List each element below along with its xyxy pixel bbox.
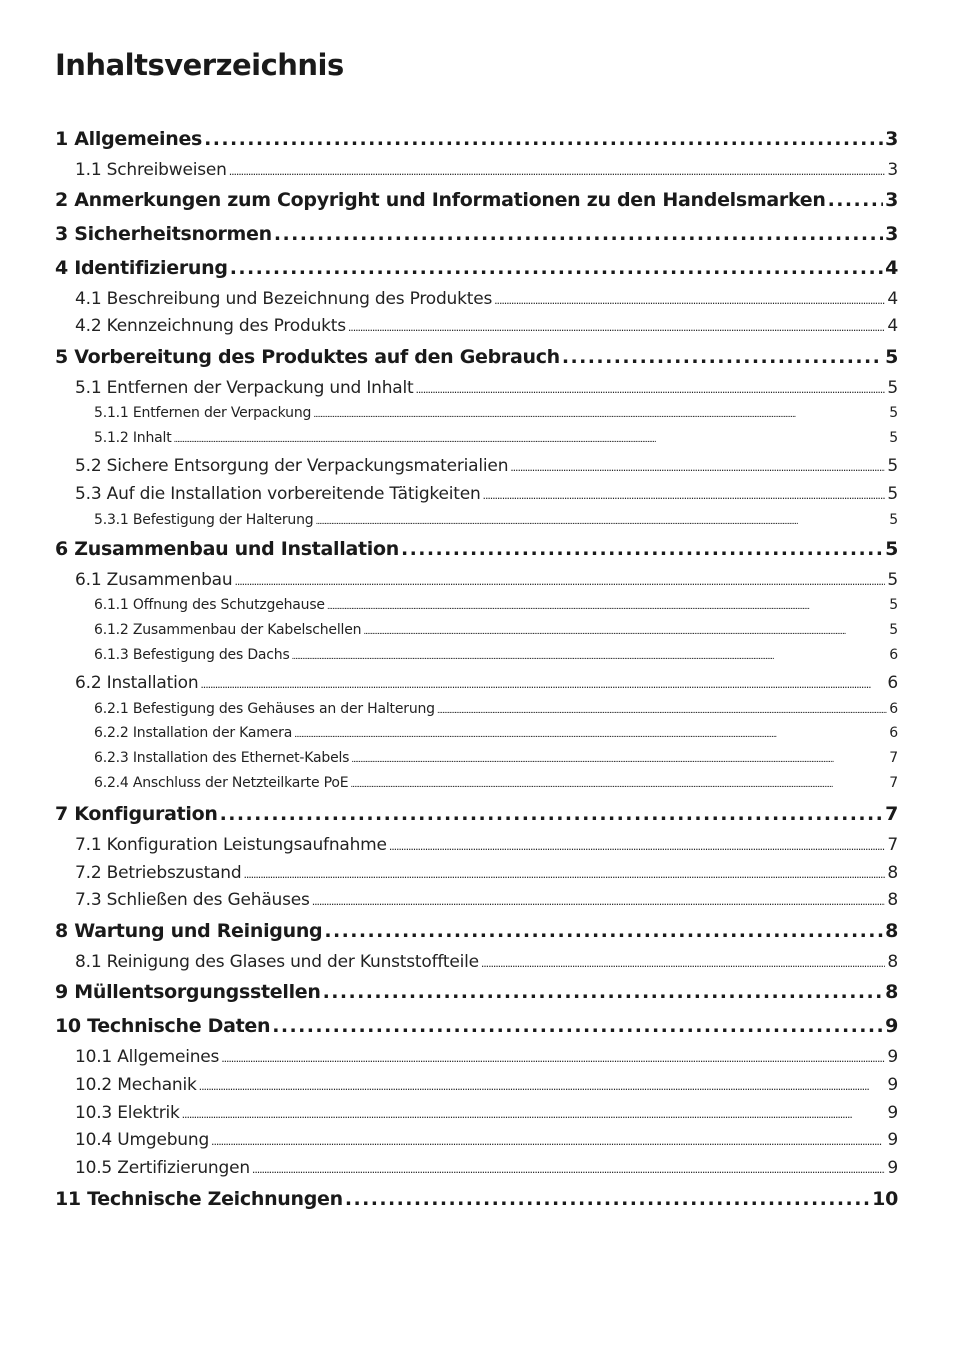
toc-entry-level-3[interactable]	[94, 512, 898, 530]
toc-page-number: 5	[887, 456, 898, 476]
toc-entry-level-2[interactable]	[75, 378, 898, 400]
toc-entry-label: 8.1 Reinigung des Glases und der Kunststoffteile	[75, 952, 479, 972]
toc-entry-level-3[interactable]	[94, 430, 898, 448]
toc-page-number: 8	[887, 952, 898, 972]
toc-page-number: 7	[889, 775, 898, 791]
toc-entry-level-3[interactable]	[94, 725, 898, 743]
toc-entry-label: 5 Vorbereitung des Produktes auf den Gebrauch	[55, 346, 560, 368]
toc-page-number: 6	[887, 673, 898, 693]
toc-entry-label: 1.1 Schreibweisen	[75, 160, 227, 180]
toc-page-number: 5	[887, 484, 898, 504]
toc-entry-label: 10 Technische Daten	[55, 1015, 271, 1037]
toc-page-number: 6	[889, 725, 898, 741]
toc-entry-level-1[interactable]	[55, 257, 898, 281]
dot-leader	[313, 410, 887, 420]
dot-leader	[323, 981, 883, 1003]
toc-entry-level-1[interactable]	[55, 1015, 898, 1039]
toc-page-number: 7	[885, 803, 898, 825]
toc-entry-label: 10.2 Mechanik	[75, 1075, 197, 1095]
dot-leader	[230, 257, 883, 279]
dot-leader	[292, 652, 888, 662]
dot-leader	[401, 538, 883, 560]
dot-leader	[315, 517, 887, 527]
toc-page-number: 4	[887, 316, 898, 336]
toc-entry-label: 4.2 Kennzeichnung des Produkts	[75, 316, 346, 336]
toc-entry-level-1[interactable]	[55, 346, 898, 370]
toc-page-number: 9	[887, 1130, 898, 1150]
toc-entry-label: 8 Wartung und Reinigung	[55, 920, 323, 942]
toc-entry-label: 4 Identifizierung	[55, 257, 228, 279]
toc-entry-level-3[interactable]	[94, 597, 898, 615]
dot-leader	[351, 755, 887, 765]
toc-entry-label: 9 Müllentsorgungsstellen	[55, 981, 321, 1003]
toc-page-number: 3	[885, 128, 898, 150]
toc-entry-level-1[interactable]	[55, 128, 898, 152]
dot-leader	[211, 1135, 885, 1148]
toc-entry-label: 6.1.2 Zusammenbau der Kabelschellen	[94, 622, 362, 638]
dot-leader	[327, 602, 887, 612]
dot-leader	[204, 128, 883, 150]
toc-entry-level-2[interactable]	[75, 456, 898, 478]
toc-entry-label: 6.1.3 Befestigung des Dachs	[94, 647, 290, 663]
toc-page-number: 5	[889, 430, 898, 446]
toc-entry-label: 6.2.1 Befestigung des Gehäuses an der Halterung	[94, 701, 435, 717]
toc-entry-label: 6.2.3 Installation des Ethernet-Kabels	[94, 750, 350, 766]
toc-page-number: 9	[887, 1158, 898, 1178]
toc-entry-label: 6.2.2 Installation der Kamera	[94, 725, 293, 741]
dot-leader	[389, 840, 886, 853]
toc-page-number: 9	[887, 1075, 898, 1095]
toc-entry-label: 7 Konfiguration	[55, 803, 218, 825]
toc-entry-level-1[interactable]	[55, 223, 898, 247]
dot-leader	[494, 294, 885, 307]
toc-entry-level-2[interactable]	[75, 863, 898, 885]
toc-entry-label: 7.2 Betriebszustand	[75, 863, 242, 883]
toc-page-number: 9	[887, 1103, 898, 1123]
toc-entry-level-2[interactable]	[75, 673, 898, 695]
toc-page-number: 5	[885, 346, 898, 368]
toc-entry-label: 11 Technische Zeichnungen	[55, 1188, 343, 1210]
toc-entry-label: 6.1 Zusammenbau	[75, 570, 233, 590]
dot-leader	[363, 627, 887, 637]
toc-entry-label: 6.2.4 Anschluss der Netzteilkarte PoE	[94, 775, 349, 791]
toc-entry-label: 5.3.1 Befestigung der Halterung	[94, 512, 314, 528]
toc-entry-level-1[interactable]	[55, 803, 898, 827]
toc-page-number: 3	[887, 160, 898, 180]
toc-page-number: 4	[885, 257, 898, 279]
toc-entry-level-2[interactable]	[75, 289, 898, 311]
toc-page-number: 7	[889, 750, 898, 766]
toc-page-number: 5	[889, 597, 898, 613]
toc-entry-label: 5.2 Sichere Entsorgung der Verpackungsmaterialien	[75, 456, 509, 476]
toc-entry-label: 1 Allgemeines	[55, 128, 203, 150]
dot-leader	[221, 1052, 885, 1065]
toc-entry-level-2[interactable]	[75, 890, 898, 912]
toc-page-number: 8	[887, 863, 898, 883]
dot-leader	[312, 895, 886, 908]
dot-leader	[234, 575, 885, 588]
dot-leader	[274, 223, 883, 245]
toc-entry-label: 6 Zusammenbau und Installation	[55, 538, 399, 560]
toc-entry-label: 6.2 Installation	[75, 673, 199, 693]
dot-leader	[220, 803, 884, 825]
toc-page-number: 5	[885, 538, 898, 560]
dot-leader	[294, 730, 887, 740]
toc-entry-label: 6.1.1 Öffnung des Schutzgehause	[94, 597, 325, 613]
toc-entry-label: 7.3 Schließen des Gehäuses	[75, 890, 310, 910]
toc-entry-label: 5.3 Auf die Installation vorbereitende Tätigkeiten	[75, 484, 481, 504]
toc-entry-level-2[interactable]	[75, 570, 898, 592]
dot-leader	[483, 489, 886, 502]
toc-entry-level-3[interactable]	[94, 622, 898, 640]
toc-entry-label: 4.1 Beschreibung und Bezeichnung des Produktes	[75, 289, 493, 309]
dot-leader	[350, 780, 887, 790]
toc-entry-level-1[interactable]	[55, 920, 898, 944]
toc-page-number: 9	[887, 1047, 898, 1067]
dot-leader	[481, 957, 885, 970]
dot-leader	[828, 189, 883, 211]
toc-page-number: 3	[885, 189, 898, 211]
dot-leader	[174, 435, 888, 445]
toc-entry-label: 10.3 Elektrik	[75, 1103, 180, 1123]
toc-entry-label: 2 Anmerkungen zum Copyright und Informationen zu den Handelsmarken	[55, 189, 826, 211]
dot-leader	[324, 920, 883, 942]
toc-entry-level-2[interactable]	[75, 952, 898, 974]
toc-page-number: 8	[885, 920, 898, 942]
toc-page-number: 8	[885, 981, 898, 1003]
toc-entry-label: 7.1 Konfiguration Leistungsaufnahme	[75, 835, 387, 855]
toc-entry-level-3[interactable]	[94, 701, 898, 719]
toc-page-number: 5	[887, 570, 898, 590]
toc-entry-level-3[interactable]	[94, 647, 898, 665]
toc-entry-level-3[interactable]	[94, 775, 898, 793]
toc-entry-level-2[interactable]	[75, 484, 898, 506]
toc-entry-level-2[interactable]	[75, 1130, 898, 1152]
dot-leader	[243, 868, 885, 881]
toc-page-number: 5	[889, 405, 898, 421]
toc-entry-label: 5.1.1 Entfernen der Verpackung	[94, 405, 312, 421]
toc-entry-label: 5.1.2 Inhalt	[94, 430, 172, 446]
toc-entry-label: 10.1 Allgemeines	[75, 1047, 220, 1067]
toc-page-number: 4	[887, 289, 898, 309]
dot-leader	[272, 1015, 883, 1037]
toc-page-number: 8	[887, 890, 898, 910]
toc-entry-level-1[interactable]	[55, 1188, 898, 1212]
page-title: Inhaltsverzeichnis	[55, 48, 344, 82]
dot-leader	[200, 678, 885, 691]
dot-leader	[199, 1080, 886, 1093]
toc-entry-level-2[interactable]	[75, 160, 898, 182]
toc-page-number: 5	[889, 622, 898, 638]
toc-entry-level-1[interactable]	[55, 538, 898, 562]
toc-entry-level-1[interactable]	[55, 189, 898, 213]
toc-entry-level-3[interactable]	[94, 750, 898, 768]
toc-entry-level-2[interactable]	[75, 1047, 898, 1069]
toc-entry-level-2[interactable]	[75, 316, 898, 338]
toc-entry-level-2[interactable]	[75, 835, 898, 857]
dot-leader	[229, 165, 886, 178]
toc-entry-label: 5.1 Entfernen der Verpackung und Inhalt	[75, 378, 414, 398]
toc-entry-level-2[interactable]	[75, 1158, 898, 1180]
toc-page-number: 7	[887, 835, 898, 855]
toc-page-number: 6	[889, 701, 898, 717]
dot-leader	[345, 1188, 870, 1210]
toc-entry-label: 10.5 Zertifizierungen	[75, 1158, 250, 1178]
dot-leader	[348, 321, 885, 334]
toc-entry-label: 10.4 Umgebung	[75, 1130, 210, 1150]
dot-leader	[182, 1108, 886, 1121]
toc-page-number: 6	[889, 647, 898, 663]
toc-entry-label: 3 Sicherheitsnormen	[55, 223, 272, 245]
toc-page-number: 5	[889, 512, 898, 528]
dot-leader	[437, 706, 887, 716]
toc-entry-level-1[interactable]	[55, 981, 898, 1005]
dot-leader	[252, 1163, 885, 1176]
toc-page-number: 3	[885, 223, 898, 245]
toc-page-number: 5	[887, 378, 898, 398]
toc-entry-level-2[interactable]	[75, 1075, 898, 1097]
toc-entry-level-2[interactable]	[75, 1103, 898, 1125]
dot-leader	[416, 383, 886, 396]
dot-leader	[510, 461, 885, 474]
toc-entry-level-3[interactable]	[94, 405, 898, 423]
toc-page-number: 10	[872, 1188, 898, 1210]
toc-page-number: 9	[885, 1015, 898, 1037]
dot-leader	[562, 346, 883, 368]
